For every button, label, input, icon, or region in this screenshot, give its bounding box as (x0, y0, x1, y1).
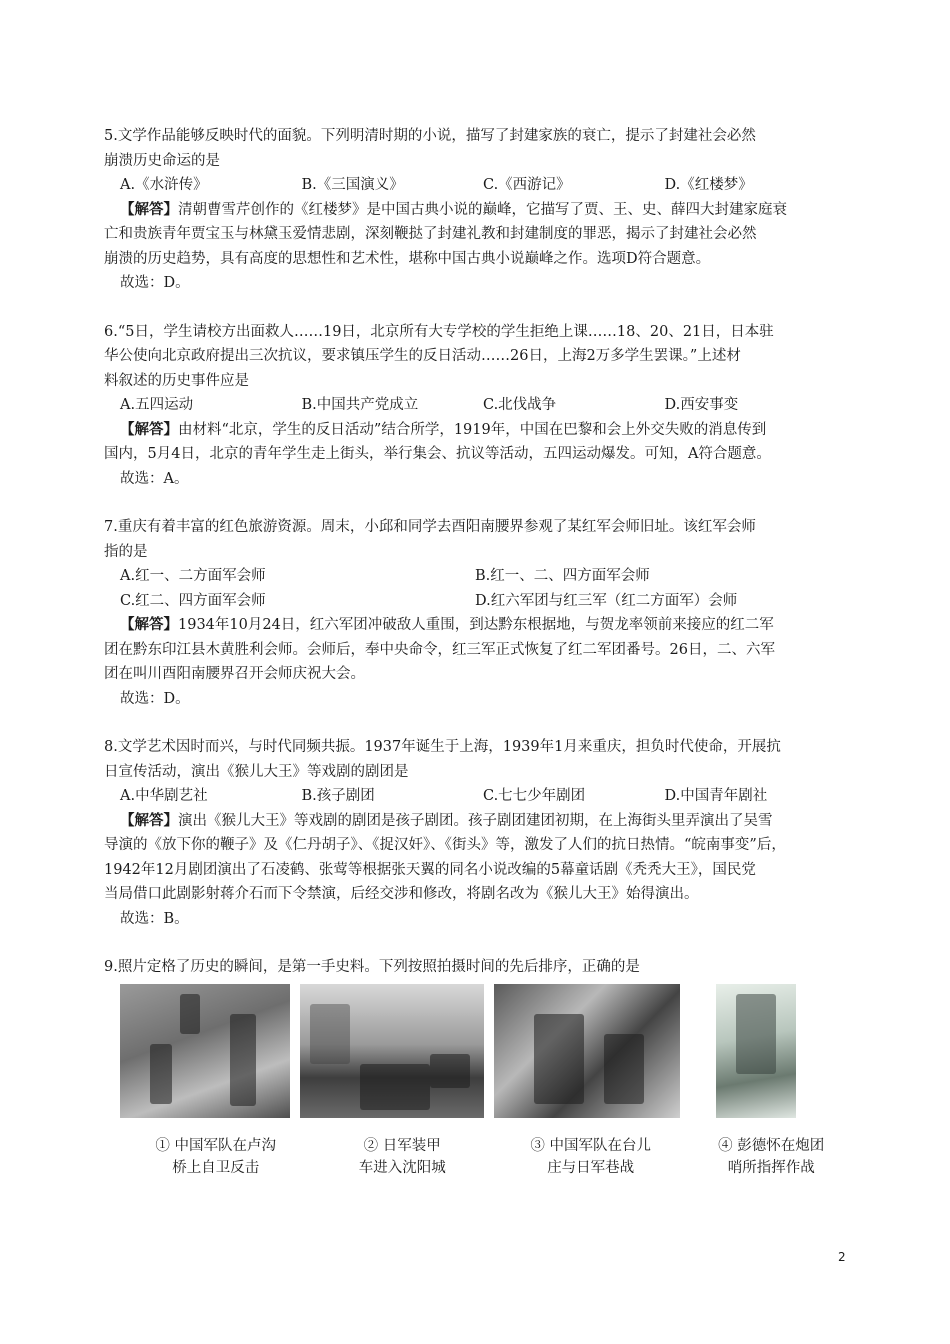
options-row (104, 564, 846, 589)
photo-row (104, 984, 846, 1118)
question-stem-line: 崩溃历史命运的是 (104, 152, 220, 169)
question-stem-line: 5.文学作品能够反映时代的面貌。下列明清时期的小说，描写了封建家族的衰亡，提示了封建社会必然 (104, 128, 756, 144)
answer-choice: 故选：B。 (120, 910, 189, 927)
caption-line: ④ 彭德怀在炮团 (718, 1137, 825, 1154)
options-row (104, 784, 846, 809)
option-d: D.中国青年剧社 (664, 788, 768, 804)
option-c: C.七七少年剧团 (483, 788, 586, 804)
options-row (104, 173, 846, 198)
caption-line: 哨所指挥作战 (727, 1159, 815, 1176)
question-stem-line: 7.重庆有着丰富的红色旅游资源。周末，小邱和同学去酉阳南腰界参观了某红军会师旧址。该红军会师 (104, 519, 756, 535)
answer-text: 清朝曹雪芹创作的《红楼梦》是中国古典小说的巅峰，它描写了贾、王、史、薛四大封建家庭衰 (178, 201, 787, 218)
answer-line (104, 418, 846, 443)
caption-line: 桥上自卫反击 (172, 1159, 260, 1176)
option-c: C.红二、四方面军会师 (120, 592, 266, 609)
caption-line: ② 日军装甲 (363, 1137, 441, 1154)
option-a: A.红一、二方面军会师 (120, 568, 266, 584)
option-d: D.《红楼梦》 (664, 177, 753, 193)
caption-line: 车进入沈阳城 (358, 1159, 446, 1176)
question-stem-line: 6.“5日，学生请校方出面救人……19日，北京所有大专学校的学生拒绝上课……18、20、21日，日本驻 (104, 323, 774, 340)
answer-tag: 【解答】 (120, 420, 178, 438)
answer-line: 当局借口此剧影射蒋介石而下令禁演，后经交涉和修改，将剧名改为《猴儿大王》始得演出。 (104, 886, 699, 902)
answer-line: 团在叫川酉阳南腰界召开会师庆祝大会。 (104, 666, 365, 682)
question-stem-line: 9.照片定格了历史的瞬间，是第一手史料。下列按照拍摄时间的先后排序，正确的是 (104, 959, 640, 975)
answer-line: 亡和贵族青年贾宝玉与林黛玉爱情悲剧，深刻鞭挞了封建礼教和封建制度的罪恶，揭示了封建社会必然 (104, 226, 757, 242)
answer-choice: 故选：D。 (120, 690, 190, 707)
option-c: C.北伐战争 (483, 397, 557, 413)
document-page (104, 124, 846, 1179)
answer-tag: 【解答】 (120, 200, 178, 218)
answer-line: 1942年12月剧团演出了石凌鹤、张莺等根据张天翼的同名小说改编的5幕童话剧《秃秃大王》，国民党 (104, 861, 756, 878)
photo-cell (104, 984, 290, 1118)
caption-line: ① 中国军队在卢沟 (155, 1137, 277, 1154)
option-c: C.《西游记》 (483, 177, 571, 193)
option-b: B.孩子剧团 (301, 788, 375, 804)
option-b: B.红一、二、四方面军会师 (475, 568, 650, 584)
answer-line: 团在黔东印江县木黄胜利会师。会师后，奉中央命令，红三军正式恢复了红二军团番号。26日，二、六军 (104, 641, 775, 658)
option-d: D.西安事变 (664, 397, 739, 413)
question-stem-line: 指的是 (104, 543, 148, 560)
answer-line (104, 613, 846, 638)
caption-line: ③ 中国军队在台儿 (530, 1137, 651, 1154)
answer-text: 由材料“北京，学生的反日活动”结合所学，1919年，中国在巴黎和会上外交失败的消息传到 (178, 421, 767, 438)
answer-line: 导演的《放下你的鞭子》及《仁丹胡子》、《捉汉奸》、《街头》等，激发了人们的抗日热情。“皖南事变”后， (104, 837, 786, 853)
question-7 (104, 515, 846, 711)
photo-cell (690, 984, 796, 1118)
option-a: A.中华剧艺社 (120, 788, 208, 804)
option-a: A.《水浒传》 (120, 177, 208, 193)
answer-choice: 故选：D。 (120, 275, 190, 291)
photo-peng-dehuai (716, 984, 796, 1118)
question-5 (104, 124, 846, 296)
question-stem-line: 日宣传活动，演出《猴儿大王》等戏剧的剧团是 (104, 763, 409, 780)
answer-text: 1934年10月24日，红六军团冲破敌人重围，到达黔东根据地，与贺龙率领前来接应的红二军 (178, 617, 774, 633)
caption-line: 庄与日军巷战 (547, 1159, 635, 1176)
answer-line: 崩溃的历史趋势，具有高度的思想性和艺术性，堪称中国古典小说巅峰之作。选项D符合题意。 (104, 250, 711, 267)
answer-text: 演出《猴儿大王》等戏剧的剧团是孩子剧团。孩子剧团建团初期，在上海街头里弄演出了吴雪 (178, 812, 773, 829)
question-stem-line: 8.文学艺术因时而兴，与时代同频共振。1937年诞生于上海，1939年1月来重庆，担负时代使命，开展抗 (104, 739, 781, 755)
answer-line: 国内，5月4日，北京的青年学生走上街头，举行集会、抗议等活动，五四运动爆发。可知，A符合题意。 (104, 446, 771, 462)
photo-captions (104, 1135, 846, 1179)
answer-line (104, 198, 846, 223)
question-stem-line: 料叙述的历史事件应是 (104, 372, 249, 389)
photo-caption-1 (112, 1135, 319, 1179)
question-6 (104, 320, 846, 492)
option-a: A.五四运动 (120, 397, 194, 413)
question-stem-line: 华公使向北京政府提出三次抗议，要求镇压学生的反日活动……26日，上海2万多学生罢课。”上述材 (104, 348, 741, 364)
question-8 (104, 735, 846, 931)
answer-tag: 【解答】 (120, 616, 178, 633)
answer-tag: 【解答】 (120, 811, 178, 829)
answer-choice: 故选：A。 (120, 470, 189, 487)
photo-cell (300, 984, 484, 1118)
photo-caption-2 (319, 1135, 485, 1179)
option-d: D.红六军团与红三军（红二方面军）会师 (475, 592, 738, 609)
photo-cell (494, 984, 680, 1118)
photo-shenyang-tanks (300, 984, 484, 1118)
photo-caption-3 (485, 1135, 696, 1179)
option-b: B.《三国演义》 (301, 177, 404, 193)
page-number: 2 (838, 1250, 846, 1264)
photo-caption-4 (696, 1135, 846, 1179)
question-9 (104, 955, 846, 1179)
photo-taierzhuang-battle (494, 984, 680, 1118)
options-row (104, 393, 846, 418)
options-row (104, 589, 846, 614)
option-b: B.中国共产党成立 (301, 397, 419, 413)
photo-lugou-bridge (120, 984, 290, 1118)
answer-line (104, 809, 846, 834)
